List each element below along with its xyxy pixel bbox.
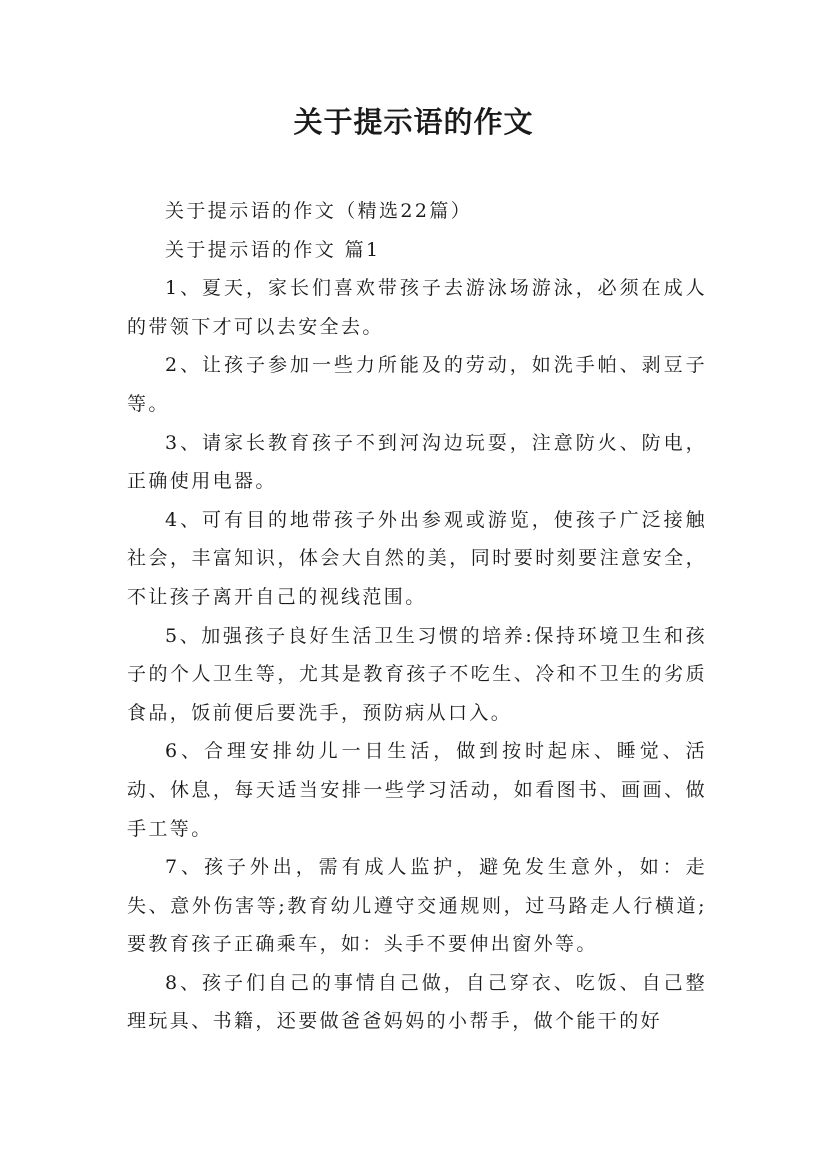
body-paragraph: 3、请家长教育孩子不到河沟边玩耍，注意防火、防电，正确使用电器。: [127, 431, 707, 493]
body-paragraph: 7、孩子外出，需有成人监护，避免发生意外，如：走失、意外伤害等;教育幼儿遵守交通规则，过马路走人行横道;要教育孩子正确乘车，如：头手不要伸出窗外等。: [127, 856, 707, 956]
document-body: [127, 192, 707, 1041]
body-paragraph: 1、夏天，家长们喜欢带孩子去游泳场游泳，必须在成人的带领下才可以去安全去。: [127, 277, 707, 338]
body-paragraph: 8、孩子们自己的事情自己做，自己穿衣、吃饭、自己整理玩具、书籍，还要做爸爸妈妈的小帮手，做个能干的好: [127, 971, 707, 1033]
body-paragraph: 5、加强孩子良好生活卫生习惯的培养:保持环境卫生和孩子的个人卫生等，尤其是教育孩子不吃生、冷和不卫生的劣质食品，饭前便后要洗手，预防病从口入。: [127, 624, 707, 724]
document-title: 关于提示语的作文: [293, 105, 534, 139]
subtitle-paragraph: 关于提示语的作文（精选22篇）: [165, 200, 473, 222]
body-paragraph: 4、可有目的地带孩子外出参观或游览，使孩子广泛接触社会，丰富知识，体会大自然的美，同时要时刻要注意安全，不让孩子离开自己的视线范围。: [127, 508, 707, 608]
body-paragraph: 6、合理安排幼儿一日生活，做到按时起床、睡觉、活动、休息，每天适当安排一些学习活动，如看图书、画画、做手工等。: [127, 740, 707, 840]
body-paragraph: 2、让孩子参加一些力所能及的劳动，如洗手帕、剥豆子等。: [127, 354, 707, 415]
section-heading: 关于提示语的作文 篇1: [165, 238, 381, 261]
